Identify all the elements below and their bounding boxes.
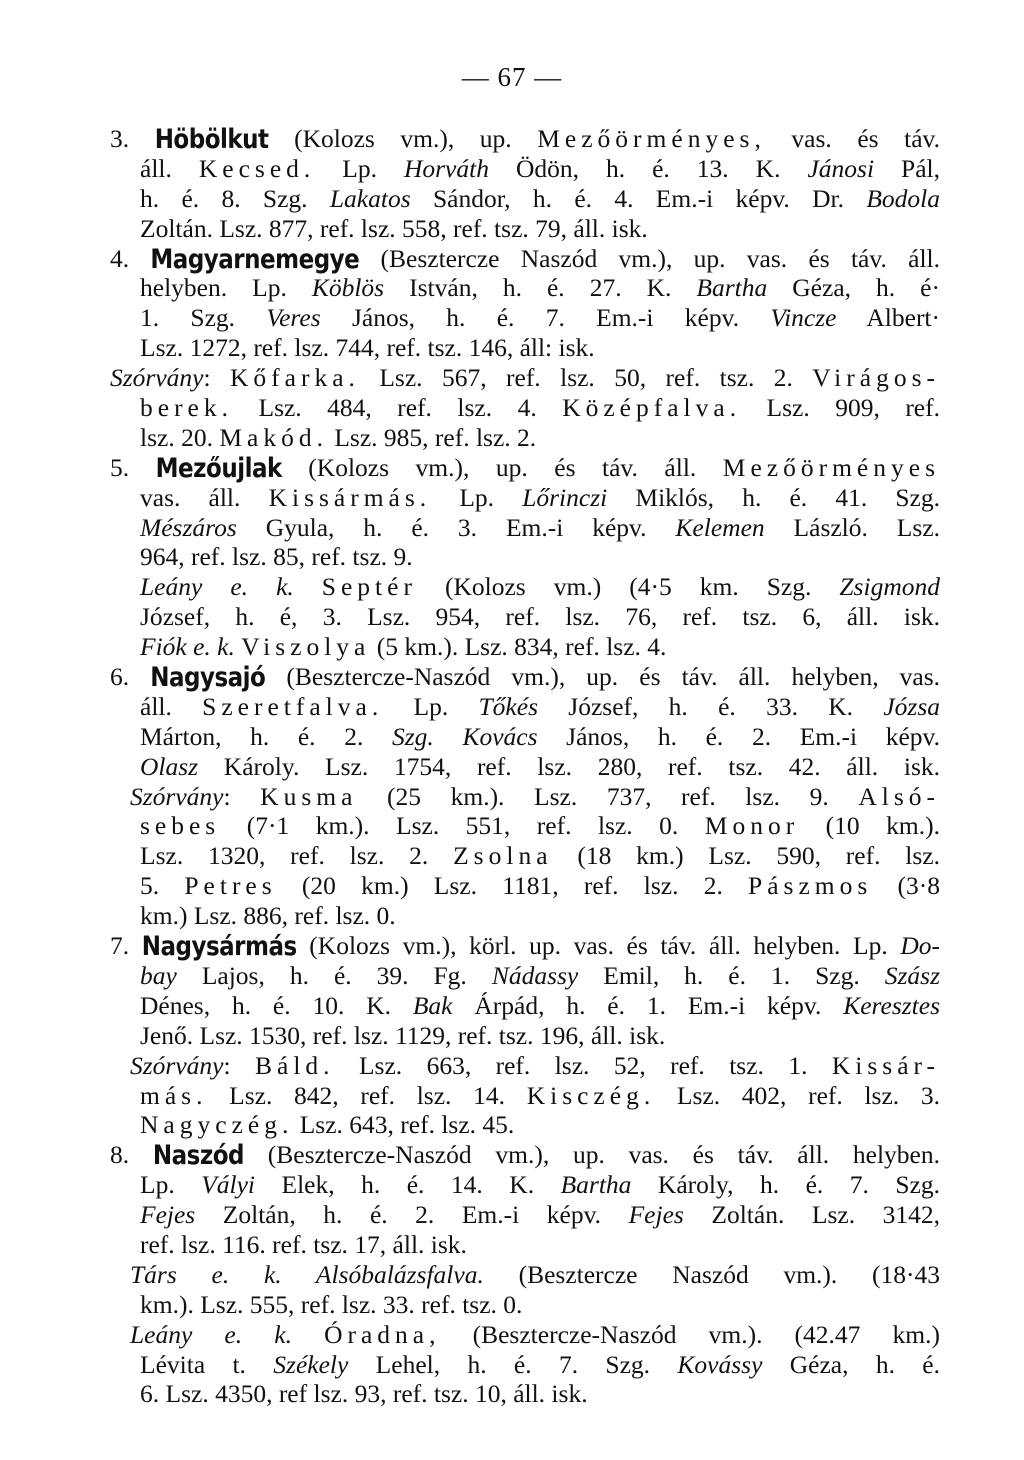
text-line	[110, 572, 940, 602]
text-segment: Gyula, h. é. 3. Em.-i képv.	[236, 512, 676, 542]
text-segment: Lsz. 1272, ref. lsz. 744, ref. tsz. 146, áll: isk.	[140, 333, 595, 363]
text-segment: 8.	[110, 1140, 153, 1170]
entry-heading: Mezőujlak	[155, 453, 282, 484]
italic-name: Társ e. k. Alsóbalázsfalva.	[130, 1259, 484, 1289]
text-segment: Lsz. 842, ref. lsz. 14.	[207, 1080, 527, 1110]
text-segment: Lsz. 567, ref. lsz. 50, ref. tsz. 2.	[359, 363, 813, 393]
italic-name: Lőrinczi	[522, 482, 608, 512]
text-segment: (Kolozs vm.), körl. up. vas. és táv. áll. helyben. Lp.	[296, 931, 901, 961]
italic-name: Leány e. k.	[130, 1319, 292, 1349]
entry	[110, 453, 940, 662]
text-segment: Lsz. 985, ref. lsz. 2.	[327, 422, 537, 452]
entry	[110, 662, 940, 931]
text-segment: Lp.	[383, 691, 479, 721]
italic-name: Fejes	[628, 1200, 684, 1230]
italic-name: Mészáros	[140, 512, 237, 542]
text-segment: Lsz. 484, ref. lsz. 4.	[233, 393, 563, 423]
italic-name: Szórvány	[130, 781, 224, 811]
text-line	[110, 1051, 940, 1081]
text-segment: (5 km.). Lsz. 834, ref. lsz. 4.	[370, 632, 667, 662]
text-segment: Lsz. 663, ref. lsz. 52, ref. tsz. 1.	[334, 1050, 832, 1080]
spaced-place-name: sebes	[140, 811, 221, 841]
entry	[110, 931, 940, 1140]
text-segment: helyben. Lp.	[140, 273, 312, 303]
text-line	[110, 722, 940, 752]
italic-name: Keresztes	[843, 990, 940, 1020]
italic-name: Fiók e. k.	[140, 632, 235, 662]
text-segment: József, h. é. 33. K.	[538, 691, 884, 721]
italic-name: Leány e. k.	[140, 572, 294, 602]
text-segment: (Besztercze-Naszód vm.), up. vas. és táv. áll. helyben.	[244, 1140, 941, 1170]
text-line	[110, 363, 940, 393]
text-segment: 964, ref. lsz. 85, ref. tsz. 9.	[140, 542, 413, 572]
spaced-place-name: Kecsed.	[198, 153, 316, 183]
text-line	[110, 244, 940, 274]
document-body	[110, 124, 940, 1409]
spaced-place-name: Makód.	[219, 422, 328, 452]
text-line	[110, 1170, 940, 1200]
italic-name: Veres	[266, 303, 321, 333]
italic-name: Köblös	[311, 273, 385, 303]
spaced-place-name: Pászmos	[748, 871, 873, 901]
spaced-place-name: Kissármás.	[268, 482, 432, 512]
italic-name: Bartha	[560, 1170, 632, 1200]
text-segment: László. Lsz.	[764, 512, 940, 542]
text-segment: Lsz. 402, ref. lsz. 3.	[655, 1080, 940, 1110]
text-line	[110, 901, 940, 931]
spaced-place-name: Kissár-	[831, 1050, 941, 1080]
text-segment: Lévita t.	[140, 1349, 274, 1379]
italic-name: Tőkés	[478, 691, 538, 721]
text-segment: (Kolozs vm.), up.	[268, 124, 538, 153]
italic-name: Bak	[412, 990, 453, 1020]
text-segment: lsz. 20.	[140, 422, 220, 452]
entry-heading: Höbölkut	[154, 124, 269, 155]
text-segment: km.). Lsz. 555, ref. lsz. 33. ref. tsz. 0.	[140, 1289, 523, 1319]
entry-heading: Naszód	[152, 1141, 244, 1172]
text-line	[110, 811, 940, 841]
spaced-place-name: Kusma	[260, 781, 358, 811]
text-line	[110, 871, 940, 901]
italic-name: Jánosi	[807, 153, 875, 183]
text-segment: (18 km.) Lsz. 590, ref. lsz.	[552, 841, 940, 871]
text-segment: km.) Lsz. 886, ref. lsz. 0.	[140, 901, 396, 931]
entry	[110, 1140, 940, 1409]
text-line	[110, 1021, 940, 1051]
text-segment: Lsz. 643, ref. lsz. 45.	[293, 1110, 515, 1140]
entry-heading: Nagysajó	[150, 662, 266, 693]
italic-name: Olasz	[140, 751, 199, 781]
italic-name: Vályi	[201, 1170, 256, 1200]
text-line	[110, 1320, 940, 1350]
text-segment: Géza, h. é.	[762, 1349, 940, 1379]
text-segment: Sándor, h. é. 4. Em.-i képv. Dr.	[410, 183, 867, 213]
text-line	[110, 124, 940, 154]
text-segment: Márton, h. é. 2.	[140, 721, 392, 751]
italic-name: Józsa	[883, 691, 940, 721]
text-segment: (Kolozs vm.) (4·5 km. Szg.	[416, 572, 840, 602]
text-segment: áll.	[140, 691, 203, 721]
text-segment: Miklós, h. é. 41. Szg.	[607, 482, 941, 512]
text-line	[110, 393, 940, 423]
text-segment: vas. áll.	[140, 482, 269, 512]
spaced-place-name: Szeretfalva.	[202, 691, 384, 721]
text-line	[110, 632, 940, 662]
text-segment: Dénes, h. é. 10. K.	[140, 990, 413, 1020]
text-segment: :	[223, 781, 261, 811]
italic-name: Kovács	[462, 721, 538, 751]
spaced-place-name: berek.	[140, 393, 234, 423]
italic-name: Szász	[884, 960, 941, 990]
text-segment	[292, 1320, 324, 1349]
text-segment: h. é. 8. Szg.	[140, 183, 330, 213]
italic-name: Kovássy	[677, 1349, 763, 1379]
text-segment: Emil, h. é. 1. Szg.	[578, 960, 885, 990]
text-segment: 6. Lsz. 4350, ref lsz. 93, ref. tsz. 10, áll. isk.	[140, 1379, 588, 1409]
text-line	[110, 513, 940, 543]
text-line	[110, 1200, 940, 1230]
text-line	[110, 841, 940, 871]
text-segment: (25 km.). Lsz. 737, ref. lsz. 9.	[357, 781, 859, 811]
text-segment: Lp.	[315, 153, 404, 183]
text-line	[110, 453, 940, 483]
text-segment: (Besztercze-Naszód vm.). (42.47 km.)	[440, 1319, 940, 1349]
text-segment	[434, 722, 463, 751]
text-line	[110, 692, 940, 722]
spaced-place-name: Viszolya	[241, 632, 371, 662]
text-line	[110, 1260, 940, 1290]
text-line	[110, 931, 940, 961]
text-line	[110, 184, 940, 214]
text-segment: vas. és táv.	[765, 124, 940, 153]
text-segment: János, h. é. 2. Em.-i képv.	[537, 721, 941, 751]
italic-name: Kelemen	[675, 512, 765, 542]
text-segment: Lsz. 1320, ref. lsz. 2.	[140, 841, 454, 871]
text-segment: 4.	[110, 243, 151, 273]
text-segment: (20 km.) Lsz. 1181, ref. lsz. 2.	[276, 871, 749, 901]
italic-name: Bartha	[696, 273, 768, 303]
italic-name: bay	[140, 960, 177, 990]
italic-name: Fejes	[140, 1200, 196, 1230]
spaced-place-name: Kisczég.	[526, 1080, 656, 1110]
italic-name: Szórvány	[110, 363, 204, 393]
text-line	[110, 991, 940, 1021]
text-segment: Pál,	[874, 153, 940, 183]
text-line	[110, 1110, 940, 1140]
text-segment: :	[223, 1050, 255, 1080]
text-segment: István, h. é. 27. K.	[384, 273, 697, 303]
text-segment: Ödön, h. é. 13. K.	[488, 153, 808, 183]
text-segment: Jenő. Lsz. 1530, ref. lsz. 1129, ref. tsz. 196, áll. isk.	[140, 1020, 666, 1050]
text-segment: Zoltán, h. é. 2. Em.-i képv.	[195, 1200, 629, 1230]
entry-heading: Magyarnemegye	[150, 244, 360, 275]
text-segment: Lsz. 909, ref.	[741, 393, 940, 423]
text-segment: József, h. é, 3. Lsz. 954, ref. lsz. 76, ref. tsz. 6, áll. isk.	[140, 602, 940, 632]
text-line	[110, 1230, 940, 1260]
text-line	[110, 303, 940, 333]
spaced-place-name: Septér	[321, 572, 417, 602]
text-segment: (Besztercze Naszód vm.), up. vas. és táv. áll.	[359, 243, 940, 273]
page-number: — 67 —	[461, 62, 563, 92]
text-line	[110, 602, 940, 632]
text-segment: (Besztercze Naszód vm.). (18·43	[483, 1259, 940, 1289]
entry	[110, 244, 940, 453]
italic-name: Vincze	[770, 303, 837, 333]
text-line	[110, 1350, 940, 1380]
text-segment: 6.	[110, 662, 151, 692]
text-segment: Elek, h. é. 14. K.	[255, 1170, 561, 1200]
text-segment: Lehel, h. é. 7. Szg.	[348, 1349, 678, 1379]
text-segment: Zoltán. Lsz. 3142,	[683, 1200, 940, 1230]
spaced-place-name: Középfalva.	[562, 393, 742, 423]
text-segment: 3.	[110, 124, 155, 153]
text-segment: Árpád, h. é. 1. Em.-i képv.	[452, 990, 844, 1020]
spaced-place-name: Virágos-	[812, 363, 940, 393]
text-segment: János, h. é. 7. Em.-i képv.	[320, 303, 771, 333]
text-segment: (3·8	[872, 871, 941, 901]
text-segment: 5.	[140, 871, 185, 901]
text-segment: :	[203, 363, 230, 393]
text-line	[110, 333, 940, 363]
entry	[110, 124, 940, 244]
text-segment: (7·1 km.). Lsz. 551, ref. lsz. 0.	[220, 811, 705, 841]
spaced-place-name: Monor	[704, 811, 800, 841]
text-line	[110, 483, 940, 513]
entry-heading: Nagysármás	[141, 931, 297, 962]
italic-name: Bodola	[866, 183, 940, 213]
italic-name: Nádassy	[491, 960, 579, 990]
spaced-place-name: Petres	[184, 871, 277, 901]
spaced-place-name: Mezőörményes,	[537, 124, 766, 153]
text-line	[110, 961, 940, 991]
text-segment: Lp.	[140, 1170, 202, 1200]
text-segment: Lajos, h. é. 39. Fg.	[176, 960, 492, 990]
italic-name: Székely	[273, 1349, 349, 1379]
spaced-place-name: Alsó-	[858, 781, 940, 811]
text-segment	[294, 572, 322, 601]
italic-name: Do-	[900, 931, 941, 961]
text-line	[110, 1081, 940, 1111]
italic-name: Szórvány	[130, 1050, 224, 1080]
text-line	[110, 1140, 940, 1170]
text-segment: (Besztercze-Naszód vm.), up. és táv. áll. helyben, vas.	[265, 662, 941, 692]
spaced-place-name: Mezőörményes	[722, 452, 940, 482]
text-segment: áll.	[140, 153, 199, 183]
text-segment: ref. lsz. 116. ref. tsz. 17, áll. isk.	[140, 1229, 467, 1259]
text-segment: (10 km.).	[799, 811, 940, 841]
italic-name: Horváth	[403, 153, 489, 183]
text-segment: Albert·	[836, 303, 941, 333]
text-line	[110, 1379, 940, 1409]
text-line	[110, 214, 940, 244]
italic-name: Zsigmond	[839, 572, 940, 602]
text-line	[110, 423, 940, 453]
text-segment: Károly, h. é. 7. Szg.	[631, 1170, 941, 1200]
text-segment: 5.	[110, 452, 156, 482]
text-line	[110, 542, 940, 572]
text-segment: (Kolozs vm.), up. és táv. áll.	[281, 452, 723, 482]
text-segment: Károly. Lsz. 1754, ref. lsz. 280, ref. tsz. 42. áll. isk.	[198, 751, 940, 781]
spaced-place-name: Báld.	[255, 1050, 335, 1080]
text-segment: Géza, h. é·	[767, 273, 940, 303]
text-segment: Lp.	[431, 482, 523, 512]
text-segment: 1. Szg.	[140, 303, 267, 333]
spaced-place-name: Kőfarka.	[230, 363, 360, 393]
spaced-place-name: Zsolna	[453, 841, 553, 871]
italic-name: Lakatos	[329, 183, 411, 213]
text-line	[110, 1290, 940, 1320]
spaced-place-name: Nagyczég.	[140, 1110, 294, 1140]
spaced-place-name: Óradna,	[324, 1319, 441, 1349]
text-line	[110, 752, 940, 782]
text-segment: 7.	[110, 931, 142, 961]
italic-name: Szg.	[391, 721, 434, 751]
text-line	[110, 782, 940, 812]
text-line	[110, 154, 940, 184]
spaced-place-name: más.	[140, 1080, 208, 1110]
text-line	[110, 662, 940, 692]
text-segment: Zoltán. Lsz. 877, ref. lsz. 558, ref. tsz. 79, áll. isk.	[140, 213, 648, 243]
